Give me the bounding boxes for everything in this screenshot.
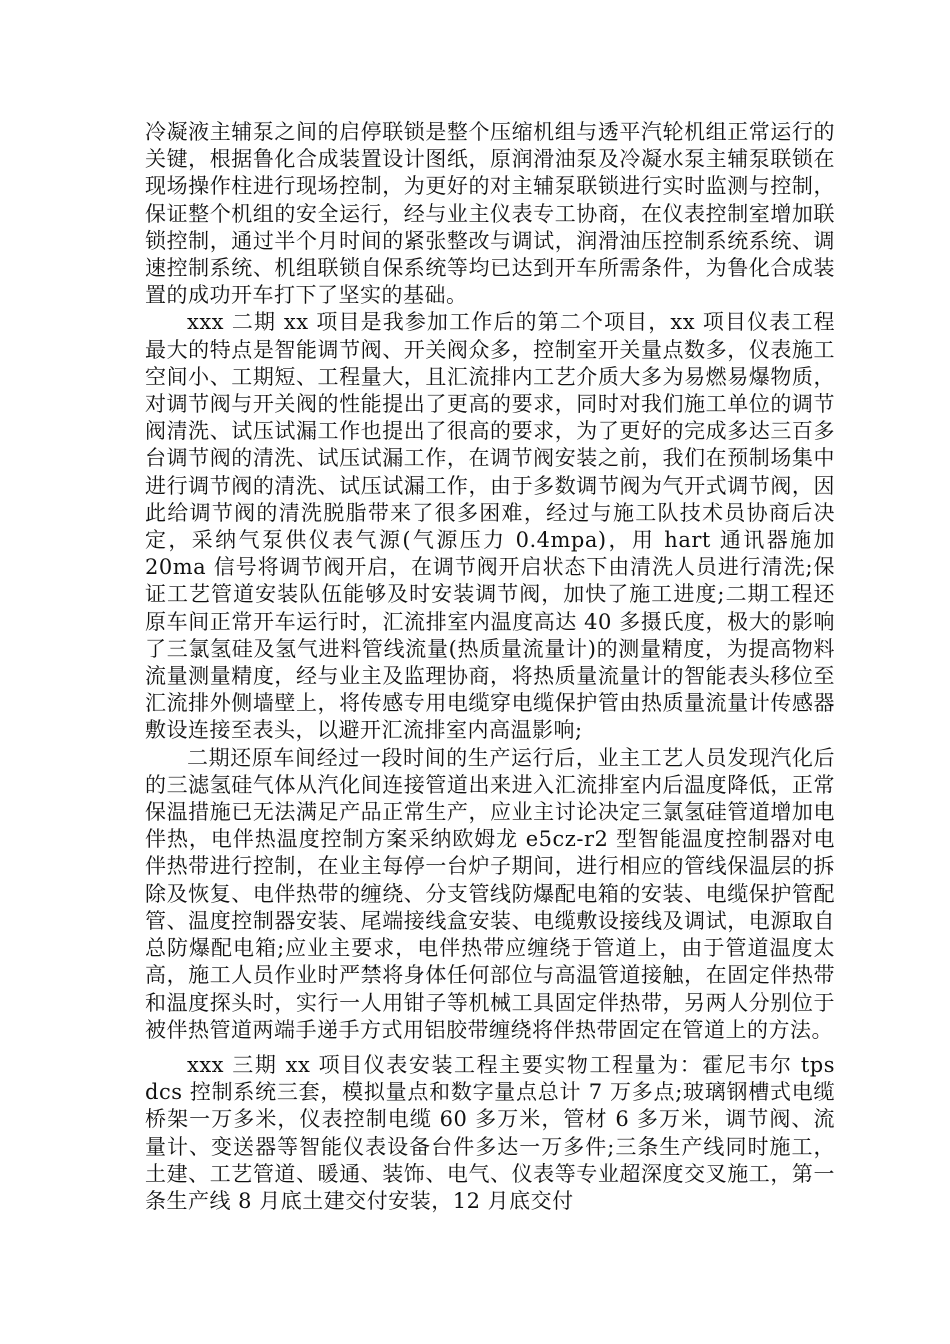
paragraph-1: 冷凝液主辅泵之间的启停联锁是整个压缩机组与透平汽轮机组正常运行的关键，根据鲁化合成装置设计图纸，原润滑油泵及冷凝水泵主辅泵联锁在现场操作柱进行现场控制，为更好的对主辅泵联锁进行实时监测与控制，保证整个机组的安全运行，经与业主仪表专工协商，在仪表控制室增加联锁控制，通过半个月时间的紧张整改与调试，润滑油压控制系统系统、调速控制系统、机组联锁自保系统等均已达到开车所需条件，为鲁化合成装置的成功开车打下了坚实的基础。: [145, 120, 835, 308]
paragraph-3: 二期还原车间经过一段时间的生产运行后，业主工艺人员发现汽化后的三滤氢硅气体从汽化间连接管道出来进入汇流排室内后温度降低，正常保温措施已无法满足产品正常生产，应业主讨论决定三氯氢硅管道增加电伴热，电伴热温度控制方案采纳欧姆龙 e5cz-r2 型智能温度控制器对电伴热带进行控制，在业主每停一台炉子期间，进行相应的管线保温层的拆除及恢复、电伴热带的缠绕、分支管线防爆配电箱的安装、电缆保护管配管、温度控制器安装、尾端接线盒安装、电缆敷设接线及调试，电源取自总防爆配电箱;应业主要求，电伴热带应缠绕于管道上，由于管道温度太高，施工人员作业时严禁将身体任何部位与高温管道接触，在固定伴热带和温度探头时，实行一人用钳子等机械工具固定伴热带，另两人分别位于被伴热管道两端手递手方式用铝胶带缠绕将伴热带固定在管道上的方法。: [145, 745, 835, 1042]
paragraph-2: xxx 二期 xx 项目是我参加工作后的第二个项目，xx 项目仪表工程最大的特点是智能调节阀、开关阀众多，控制室开关量点数多，仪表施工空间小、工期短、工程量大，且汇流排内工艺介质大多为易燃易爆物质，对调节阀与开关阀的性能提出了更高的要求，同时对我们施工单位的调节阀清洗、试压试漏工作也提出了很高的要求，为了更好的完成多达三百多台调节阀的清洗、试压试漏工作，在调节阀安装之前，我们在预制场集中进行调节阀的清洗、试压试漏工作，由于多数调节阀为气开式调节阀，因此给调节阀的清洗脱脂带来了很多困难，经过与施工队技术员协商后决定，采纳气泵供仪表气源(气源压力 0.4mpa)，用 hart 通讯器施加 20ma 信号将调节阀开启，在调节阀开启状态下由清洗人员进行清洗;保证工艺管道安装队伍能够及时安装调节阀，加快了施工进度;二期工程还原车间正常开车运行时，汇流排室内温度高达 40 多摄氏度，极大的影响了三氯氢硅及氢气进料管线流量(热质量流量计)的测量精度，为提高物料流量测量精度，经与业主及监理协商，将热质量流量计的智能表头移位至汇流排外侧墙壁上，将传感专用电缆穿电缆保护管由热质量流量计传感器敷设连接至表头，以避开汇流排室内高温影响;: [145, 310, 835, 743]
paragraph-4: xxx 三期 xx 项目仪表安装工程主要实物工程量为：霍尼韦尔 tps dcs 控制系统三套，模拟量点和数字量点总计 7 万多点;玻璃钢槽式电缆桥架一万多米，仪表控制电缆 60 多万米，管材 6 多万米，调节阀、流量计、变送器等智能仪表设备台件多达一万多件;三条生产线同时施工，土建、工艺管道、暖通、装饰、电气、仪表等专业超深度交叉施工，第一条生产线 8 月底土建交付安装，12 月底交付: [145, 1052, 835, 1213]
document-body: [145, 119, 835, 1215]
